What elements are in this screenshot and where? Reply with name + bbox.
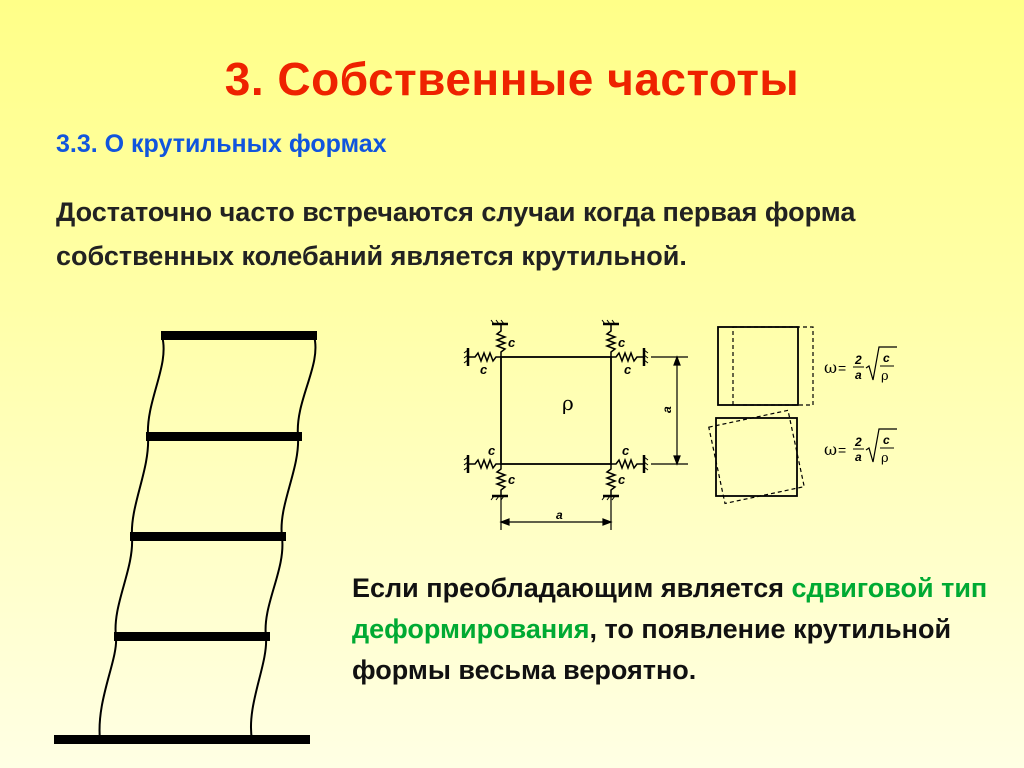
- formula1-omega: ω: [824, 358, 838, 377]
- floor-beam-4: [146, 432, 302, 441]
- formula-torsional: [824, 429, 897, 466]
- formula1-num: 2: [855, 353, 862, 367]
- floor-beam-3: [130, 532, 286, 541]
- formula2-den: a: [855, 450, 862, 464]
- formula-translational: [824, 347, 897, 384]
- conclusion-part1: Если преобладающим является: [352, 573, 792, 603]
- label-c-tl-h: c: [480, 362, 488, 377]
- conclusion-highlight: сдвиговой тип деформирования: [352, 573, 988, 644]
- spring-tl-vertical: [497, 324, 505, 357]
- slide-title: 3. Собственные частоты: [224, 53, 800, 105]
- deformed-frame: [54, 331, 317, 744]
- formula1-den: a: [855, 368, 862, 382]
- label-c-br-v: c: [618, 472, 626, 487]
- label-density-rho: ρ: [562, 391, 574, 415]
- formula1-equals: =: [838, 360, 847, 376]
- spring-bl-horizontal: [468, 460, 501, 468]
- mode-translational-sketch: [718, 327, 813, 405]
- floor-beam-top: [161, 331, 317, 340]
- label-c-tr-v: c: [618, 335, 626, 350]
- label-c-bl-v: c: [508, 472, 516, 487]
- spring-bl-vertical: [497, 464, 505, 496]
- formula2-omega: ω: [824, 440, 838, 459]
- ground-beam: [54, 735, 310, 744]
- formula2-equals: =: [838, 442, 847, 458]
- mode-torsional-sketch: [709, 410, 804, 503]
- spring-br-vertical: [607, 464, 615, 496]
- plate: [501, 357, 611, 464]
- floor-beam-2: [114, 632, 270, 641]
- section-subtitle: 3.3. О крутильных формах: [56, 130, 387, 158]
- label-dim-a-vertical: a: [660, 406, 674, 413]
- formula2-num: 2: [855, 435, 862, 449]
- label-dim-a-horizontal: a: [556, 508, 563, 522]
- spring-tl-horizontal: [468, 353, 501, 361]
- formula2-root-num: c: [883, 433, 890, 447]
- spring-plate-model: [464, 320, 688, 530]
- conclusion-part2: , то появление крутильной формы весьма вероятно.: [352, 614, 952, 685]
- spring-br-horizontal: [611, 460, 644, 468]
- formula1-root-den: ρ: [881, 369, 889, 384]
- spring-tr-vertical: [607, 324, 615, 357]
- formula2-root-den: ρ: [881, 451, 889, 466]
- label-c-bl-h: c: [488, 443, 496, 458]
- label-c-tl-v: c: [508, 335, 516, 350]
- label-c-br-h: c: [622, 443, 630, 458]
- formula1-root-num: c: [883, 351, 890, 365]
- label-c-tr-h: c: [624, 362, 632, 377]
- spring-tr-horizontal: [611, 353, 644, 361]
- intro-text: Достаточно часто встречаются случаи когда первая форма собственных колебаний является крутильной.: [56, 197, 856, 271]
